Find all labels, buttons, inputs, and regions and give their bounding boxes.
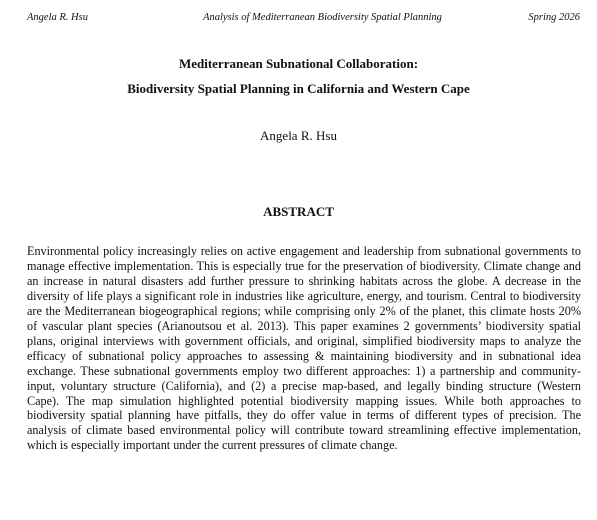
running-header xyxy=(27,11,580,25)
abstract-heading: ABSTRACT xyxy=(263,204,334,219)
paper-title-line-1: Mediterranean Subnational Collaboration: xyxy=(178,56,419,71)
abstract-body: Environmental policy increasingly relies on active engagement and leadership from subnational governments to manage effective implementation. This is especially true for the preservation of biodiversity. Climate change and an increase in natural disasters add further pressure to shrinking habitats across the globe. A decrease in the diversity of life plays a significant role in industries like agriculture, energy, and tourism. Central to biodiversity are the Mediterranean biogeographical regions; while comprising only 2% of the planet, this climate hosts 20% of vascular plant species (Arianoutsou et al. 2013). This paper examines 2 governments’ biodiversity spatial plans, original interviews with government officials, and original, simplified biodiversity maps to analyze the efficacy of subnational policy approaches to assessing & maintaining biodiversity and in subnational idea exchange. These subnational governments employ two different approaches: 1) a partnership and community-input, voluntary structure (California), and (2) a precise map-based, and legally binding structure (Western Cape). The map simulation highlighted potential biodiversity mapping issues. While both approaches to biodiversity spatial planning have pitfalls, they do offer value in terms of different types of precision. The analysis of climate based environmental policy will contribute toward streamlining effective implementation, which is especially important under the current pressures of climate change. xyxy=(27,244,581,453)
header-term: Spring 2026 xyxy=(528,12,580,23)
paper-author: Angela R. Hsu xyxy=(260,128,337,143)
paper-title xyxy=(0,56,597,97)
header-running-title: Analysis of Mediterranean Biodiversity Spatial Planning xyxy=(203,12,442,23)
paper-title-line-2: Biodiversity Spatial Planning in California and Western Cape xyxy=(127,81,470,96)
header-author: Angela R. Hsu xyxy=(27,12,88,23)
